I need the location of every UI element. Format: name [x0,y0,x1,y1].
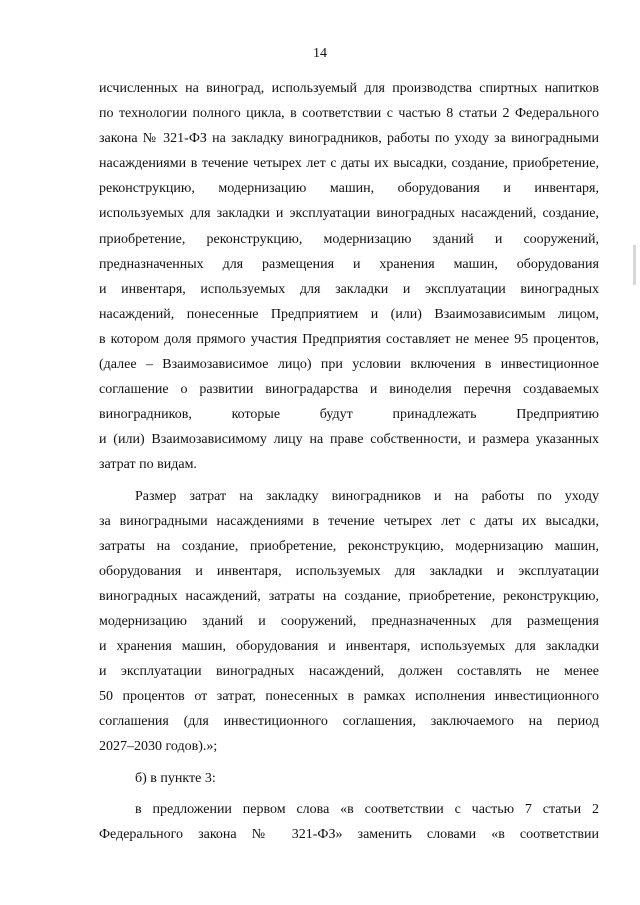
text-line: Федерального закона № 321-ФЗ» заменить словами «в соответствии [99,826,599,842]
document-body [99,76,599,847]
scan-edge-mark [633,245,636,285]
text-line: и инвентаря, используемых для закладки и эксплуатации виноградных [99,281,599,297]
text-line: виноградников, которые будут принадлежать Предприятию [99,407,599,423]
text-line: предназначенных для размещения и хранения машин, оборудования [99,256,599,272]
text-line: закона № 321-ФЗ на закладку виноградников, работы по уходу за виноградными [99,131,599,147]
text-line: (далее – Взаимозависимое лицо) при условии включения в инвестиционное [99,357,599,373]
text-line: 2027–2030 годов).»; [99,739,218,755]
text-line: исчисленных на виноград, используемый для производства спиртных напитков [99,81,599,96]
text-line: в котором доля прямого участия Предприятия составляет не менее 95 процентов, [99,331,599,347]
text-line: б) в пункте 3: [135,770,216,786]
text-line: виноградных насаждений, затраты на создание, приобретение, реконструкцию, [99,588,599,604]
text-line: насаждениями в течение четырех лет с даты их высадки, создание, приобретение, [99,156,599,172]
text-line: реконструкцию, модернизацию машин, оборудования и инвентаря, [99,181,599,197]
text-line: и эксплуатации виноградных насаждений, должен составлять не менее [99,664,599,680]
text-line: соглашение о развитии виноградарства и виноделия перечня создаваемых [99,382,599,398]
text-line: в предложении первом слова «в соответствии с частью 7 статьи 2 [135,801,599,817]
text-line: используемых для закладки и эксплуатации виноградных насаждений, создание, [99,206,599,222]
text-line: соглашения (для инвестиционного соглашения, заключаемого на период [99,714,599,730]
text-line: приобретение, реконструкцию, модернизацию зданий и сооружений, [99,231,599,247]
text-line: оборудования и инвентаря, используемых для закладки и эксплуатации [99,563,599,579]
text-line: затрат по видам. [99,457,197,473]
text-line: 50 процентов от затрат, понесенных в рамках исполнения инвестиционного [99,689,599,705]
text-line: затраты на создание, приобретение, реконструкцию, модернизацию машин, [99,538,599,554]
text-line: и (или) Взаимозависимому лицу на праве собственности, и размера указанных [99,432,599,448]
text-line: модернизацию зданий и сооружений, предназначенных для размещения [99,613,599,629]
text-line: за виноградными насаждениями в течение четырех лет с даты их высадки, [99,513,599,529]
text-line: и хранения машин, оборудования и инвентаря, используемых для закладки [99,639,599,655]
text-line: Размер затрат на закладку виноградников и на работы по уходу [135,488,599,504]
page-number: 14 [313,46,327,61]
text-line: насаждений, понесенные Предприятием и (или) Взаимозависимым лицом, [99,306,599,322]
text-line: по технологии полного цикла, в соответствии с частью 8 статьи 2 Федерального [99,106,599,122]
